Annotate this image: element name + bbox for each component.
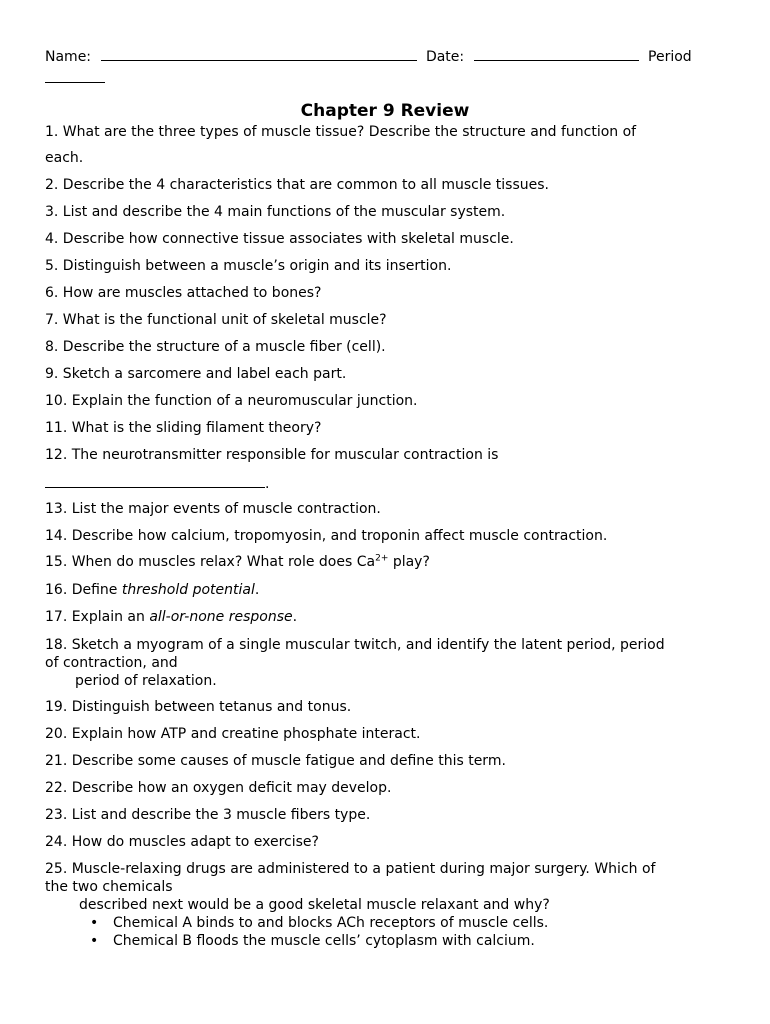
question-9: 9. Sketch a sarcomere and label each part. (45, 366, 347, 382)
question-25-options (45, 914, 725, 950)
question-7: 7. What is the functional unit of skeletal muscle? (45, 312, 387, 328)
question-20: 20. Explain how ATP and creatine phosphate interact. (45, 726, 421, 742)
question-14: 14. Describe how calcium, tropomyosin, and troponin affect muscle contraction. (45, 528, 608, 544)
question-6: 6. How are muscles attached to bones? (45, 285, 322, 301)
question-22: 22. Describe how an oxygen deficit may develop. (45, 780, 392, 796)
question-21: 21. Describe some causes of muscle fatigue and define this term. (45, 753, 506, 769)
page-title: Chapter 9 Review (300, 101, 470, 121)
question-25-line-3: described next would be a good skeletal muscle relaxant and why? (79, 897, 550, 913)
question-16 (45, 581, 725, 599)
question-19: 19. Distinguish between tetanus and tonus. (45, 699, 352, 715)
question-18-line-3: period of relaxation. (75, 673, 217, 689)
name-field[interactable] (101, 46, 417, 61)
list-item (45, 932, 725, 950)
question-12: 12. The neurotransmitter responsible for muscular contraction is (45, 447, 499, 463)
question-15-end: play? (388, 554, 430, 570)
question-16-end: . (254, 582, 260, 598)
question-4: 4. Describe how connective tissue associates with skeletal muscle. (45, 231, 514, 247)
date-label: Date: (425, 49, 465, 65)
question-18-line-2: of contraction, and (45, 655, 178, 671)
period-field[interactable] (45, 68, 105, 83)
question-13: 13. List the major events of muscle contraction. (45, 501, 381, 517)
question-10: 10. Explain the function of a neuromuscular junction. (45, 393, 418, 409)
question-1 (45, 123, 725, 141)
question-25 (45, 860, 725, 950)
date-field[interactable] (474, 46, 639, 61)
question-17-text: 17. Explain an (45, 609, 150, 625)
question-8: 8. Describe the structure of a muscle fiber (cell). (45, 339, 386, 355)
question-12-answer-line (45, 473, 725, 493)
question-1-line-1: 1. What are the three types of muscle tissue? Describe the structure and function of (45, 124, 637, 140)
question-16-text: 16. Define (45, 582, 122, 598)
question-16-term: threshold potential (121, 582, 255, 598)
question-17-term: all-or-none response (149, 609, 293, 625)
question-3: 3. List and describe the 4 main functions of the muscular system. (45, 204, 506, 220)
question-18 (45, 636, 725, 690)
name-label: Name: (45, 49, 92, 65)
header-fields (45, 46, 692, 65)
question-25-line-1: 25. Muscle-relaxing drugs are administered to a patient during major surgery. Which of (45, 861, 656, 877)
question-23: 23. List and describe the 3 muscle fibers type. (45, 807, 371, 823)
bullet-icon: • (90, 915, 99, 931)
list-item (45, 914, 725, 932)
question-17 (45, 608, 725, 626)
question-12-period: . (265, 476, 270, 492)
option-chemical-a: Chemical A binds to and blocks ACh receptors of muscle cells. (113, 915, 549, 931)
question-5: 5. Distinguish between a muscle’s origin and its insertion. (45, 258, 452, 274)
question-24: 24. How do muscles adapt to exercise? (45, 834, 319, 850)
question-25-line-2: the two chemicals (45, 879, 173, 895)
question-15 (45, 553, 725, 571)
question-18-line-1: 18. Sketch a myogram of a single muscular twitch, and identify the latent period, period (45, 637, 665, 653)
question-2: 2. Describe the 4 characteristics that are common to all muscle tissues. (45, 177, 549, 193)
bullet-icon: • (90, 933, 99, 949)
question-15-superscript: 2+ (375, 553, 389, 564)
question-17-end: . (292, 609, 298, 625)
question-1-continued: each. (45, 150, 84, 166)
option-chemical-b: Chemical B floods the muscle cells’ cytoplasm with calcium. (113, 933, 535, 949)
answer-blank[interactable] (45, 473, 265, 488)
question-15-text: 15. When do muscles relax? What role does Ca (45, 554, 376, 570)
question-11: 11. What is the sliding filament theory? (45, 420, 322, 436)
period-label: Period (648, 49, 692, 65)
